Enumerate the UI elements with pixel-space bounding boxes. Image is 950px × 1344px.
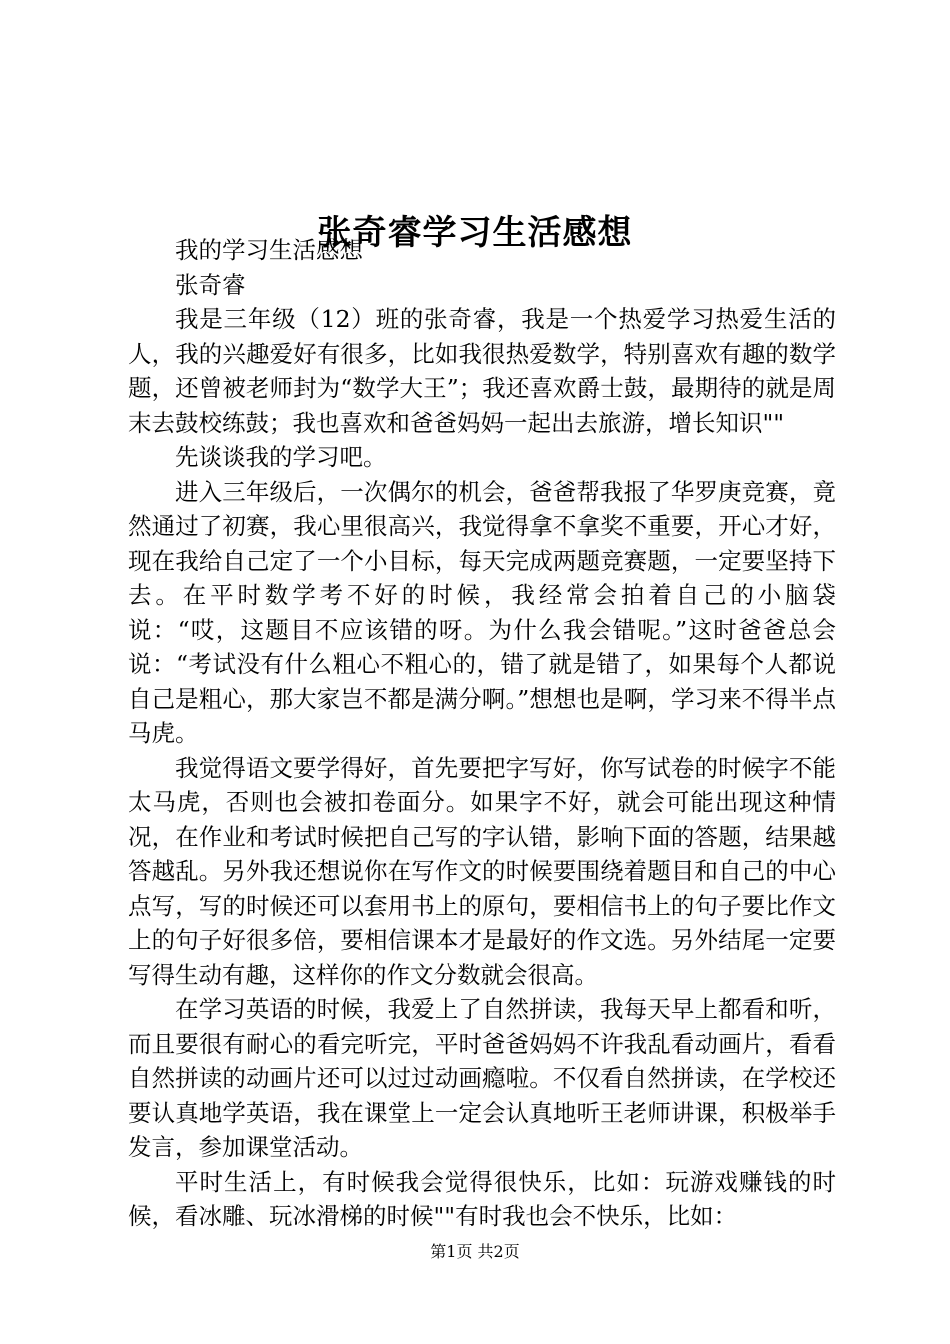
paragraph-introduction: 我是三年级（12）班的张奇睿，我是一个热爱学习热爱生活的人，我的兴趣爱好有很多，比如我很热爱数学，特别喜欢有趣的数学题，还曾被老师封为“数学大王”；我还喜欢爵士鼓，最期待的就是周末去鼓校练鼓；我也喜欢和爸爸妈妈一起出去旅游，增长知识"" [128,305,836,437]
document-body [128,233,836,1234]
document-title: 张奇睿学习生活感想 [317,212,633,253]
paragraph-math: 进入三年级后，一次偶尔的机会，爸爸帮我报了华罗庚竞赛，竟然通过了初赛，我心里很高兴，我觉得拿不拿奖不重要，开心才好，现在我给自己定了一个小目标，每天完成两题竞赛题，一定要坚持下去。在平时数学考不好的时候，我经常会拍着自己的小脑袋说：“哎，这题目不应该错的呀。为什么我会错呢。”这时爸爸总会说：“考试没有什么粗心不粗心的，错了就是错了，如果每个人都说自己是粗心，那大家岂不都是满分啊。”想想也是啊，学习来不得半点马虎。 [128,477,836,747]
paragraph-life: 平时生活上，有时候我会觉得很快乐，比如：玩游戏赚钱的时候，看冰雕、玩冰滑梯的时候""有时我也会不快乐，比如： [128,1167,836,1230]
page-number-footer: 第1页 共2页 [430,1242,520,1261]
paragraph-author: 张奇睿 [175,270,246,299]
paragraph-chinese: 我觉得语文要学得好，首先要把字写好，你写试卷的时候字不能太马虎，否则也会被扣卷面分。如果字不好，就会可能出现这种情况，在作业和考试时候把自己写的字认错，影响下面的答题，结果越答越乱。另外我还想说你在写作文的时候要围绕着题目和自己的中心点写，写的时候还可以套用书上的原句，要相信书上的句子要比作文上的句子好很多倍，要相信课本才是最好的作文选。另外结尾一定要写得生动有趣，这样你的作文分数就会很高。 [128,753,836,989]
paragraph-english: 在学习英语的时候，我爱上了自然拼读，我每天早上都看和听，而且要很有耐心的看完听完，平时爸爸妈妈不许我乱看动画片，看看自然拼读的动画片还可以过过动画瘾啦。不仅看自然拼读，在学校还要认真地学英语，我在课堂上一定会认真地听王老师讲课，积极举手发言，参加课堂活动。 [128,995,836,1161]
paragraph-study-intro: 先谈谈我的学习吧。 [175,443,387,471]
paragraph-subtitle: 我的学习生活感想 [175,236,363,264]
